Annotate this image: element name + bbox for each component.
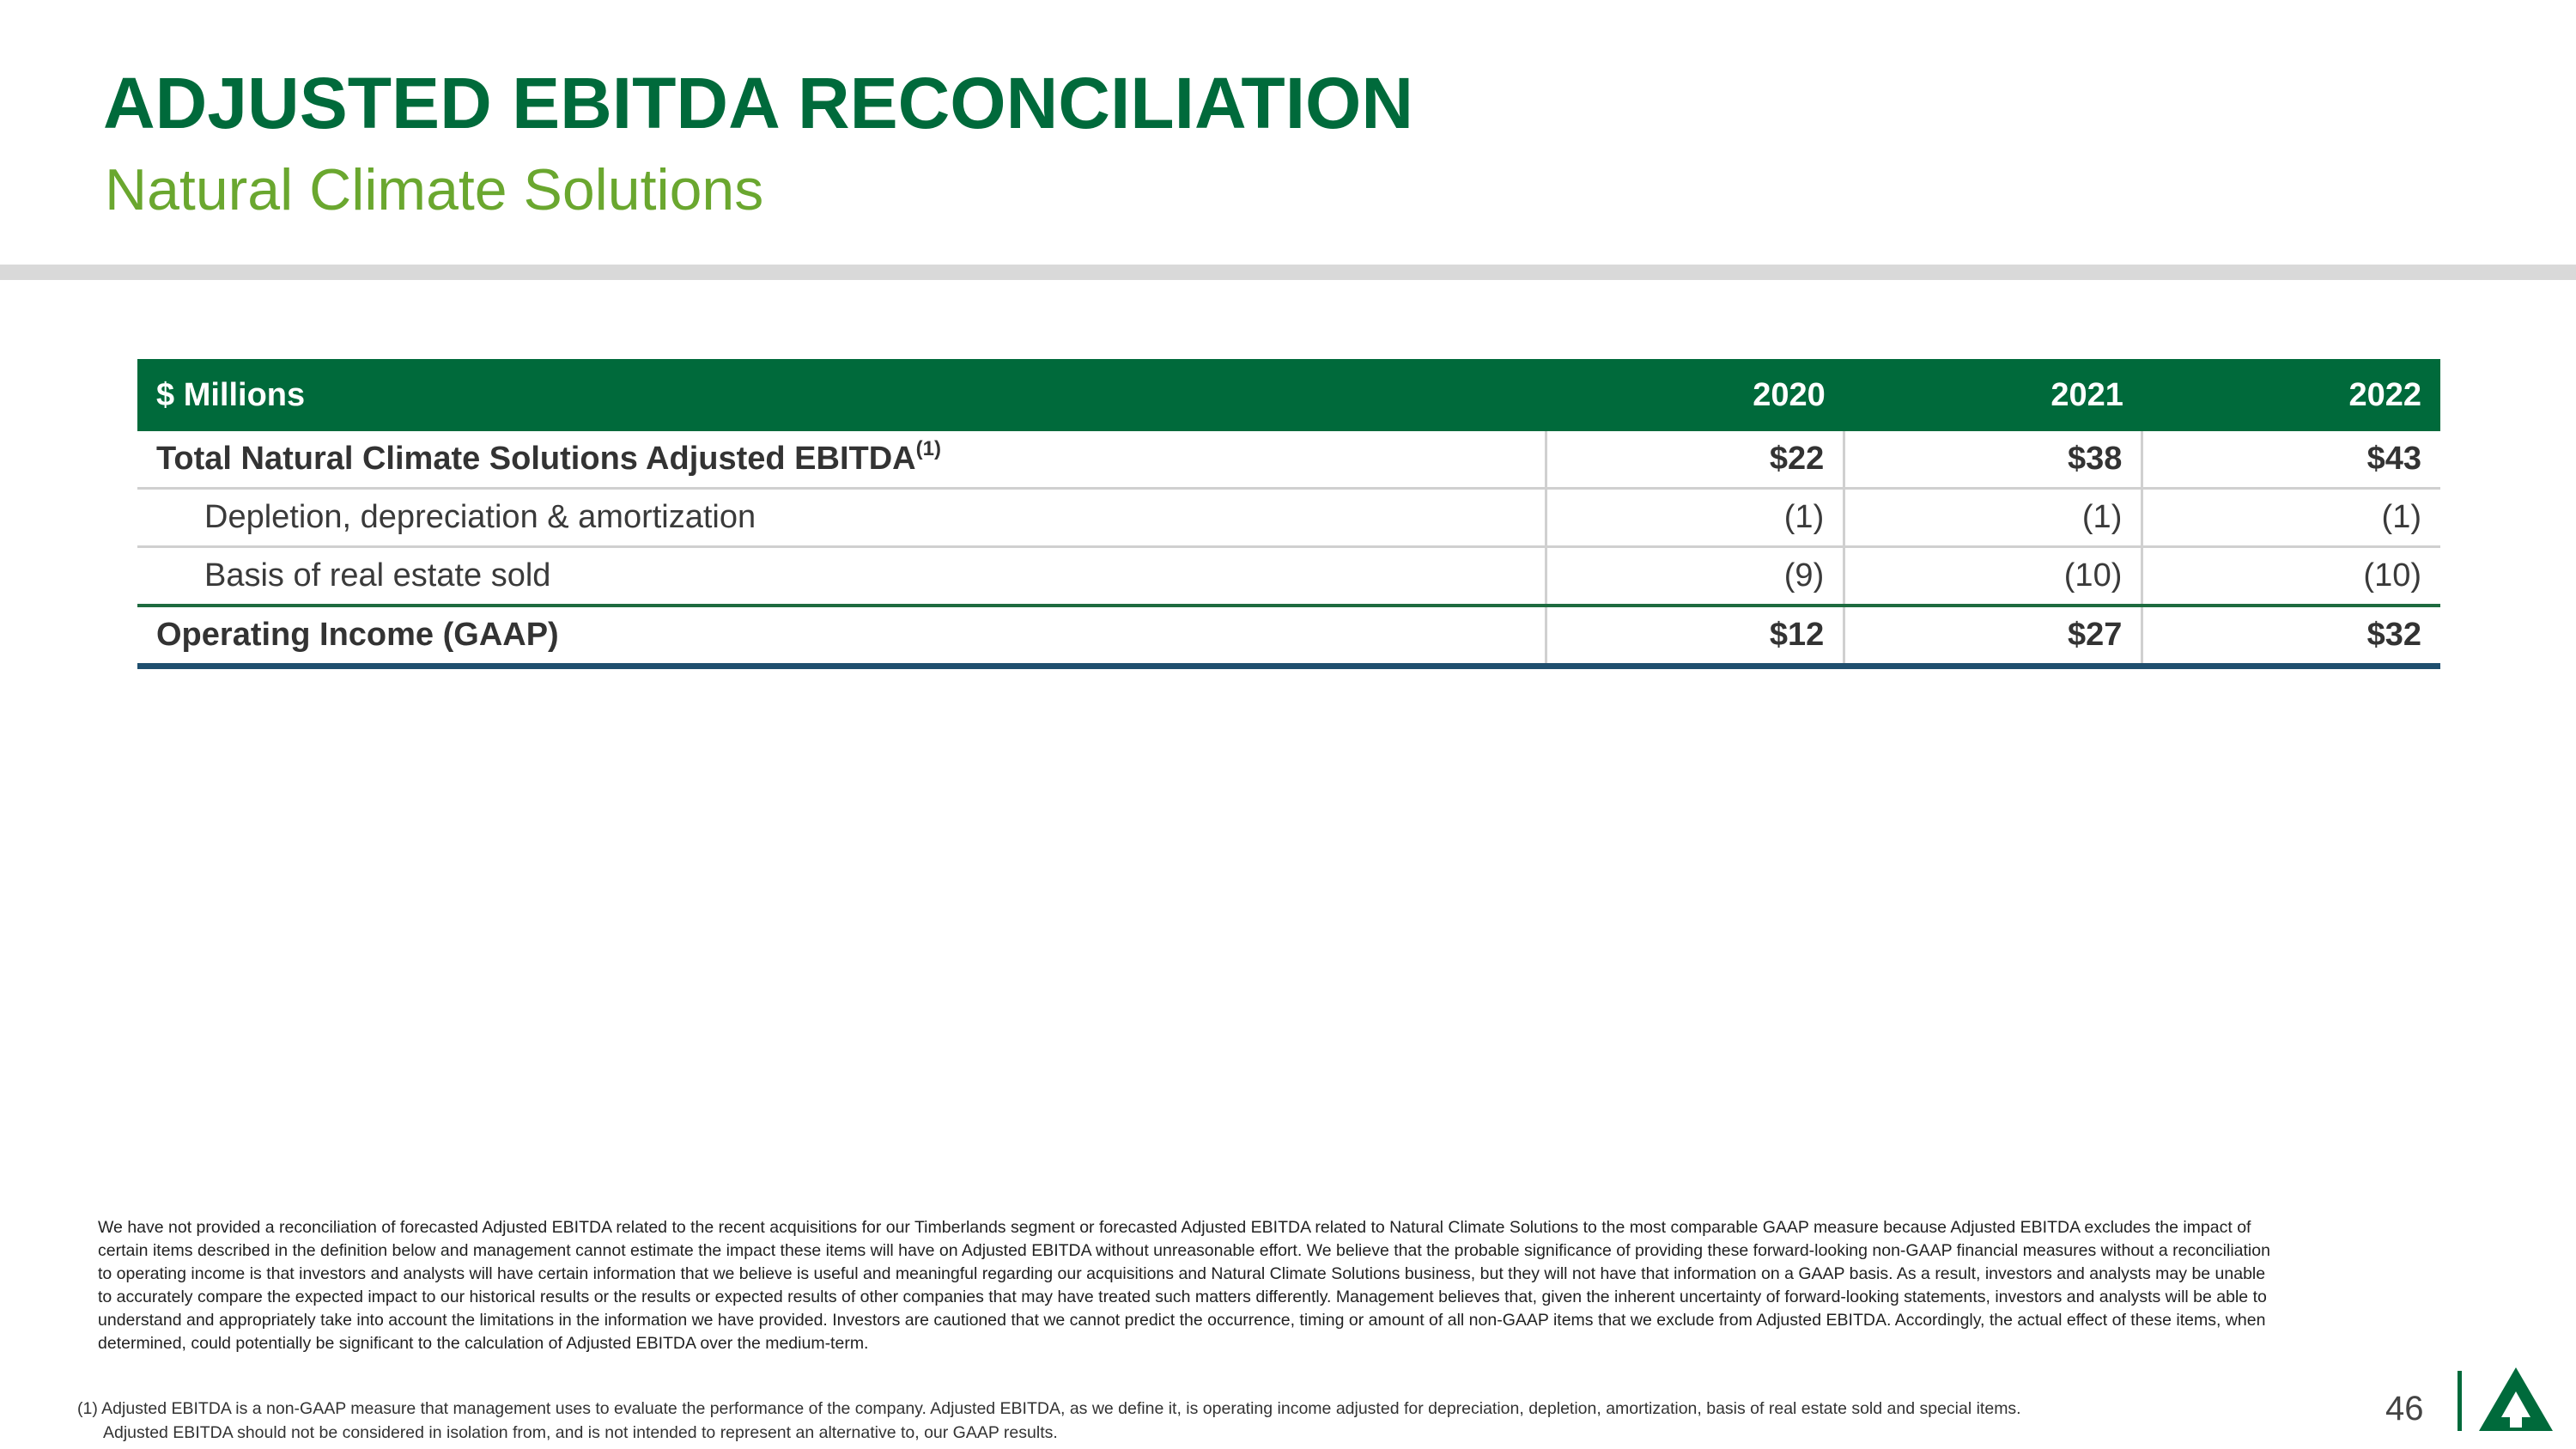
reconciliation-table: [137, 359, 2440, 669]
page-subtitle: Natural Climate Solutions: [105, 157, 764, 222]
header-divider: [0, 265, 2576, 280]
footnote-line: Adjusted EBITDA should not be considered in isolation from, and is not intended to represent an alternative to, our GAAP results.: [103, 1423, 1058, 1442]
row-label: Operating Income (GAAP): [137, 606, 1546, 667]
cell-value: $43: [2142, 431, 2440, 489]
page-number-divider: [2458, 1371, 2462, 1431]
table-total-row: [137, 606, 2440, 667]
column-header-year: 2022: [2142, 359, 2440, 431]
cell-value: (10): [2142, 547, 2440, 606]
column-header-units: $ Millions: [137, 359, 1546, 431]
cell-value: (1): [1844, 489, 2142, 547]
table-row: [137, 547, 2440, 606]
cell-value: $12: [1546, 606, 1844, 667]
tree-logo-icon: [2477, 1366, 2555, 1433]
page-title: ADJUSTED EBITDA RECONCILIATION: [103, 63, 1414, 143]
row-label-text: Total Natural Climate Solutions Adjusted EBITDA: [156, 441, 916, 477]
column-header-year: 2020: [1546, 359, 1844, 431]
row-label: [137, 431, 1546, 489]
column-header-year: 2021: [1844, 359, 2142, 431]
table-row: [137, 431, 2440, 489]
cell-value: $32: [2142, 606, 2440, 667]
cell-value: (1): [2142, 489, 2440, 547]
disclaimer-text: We have not provided a reconciliation of forecasted Adjusted EBITDA related to the recent acquisitions for our Timberlands segment or forecasted Adjusted EBITDA related to Natural Climate Solutions to the most comparable GAAP measure because Adjusted EBITDA excludes the impact of certain items described in the definition below and management cannot estimate the impact these items will have on Adjusted EBITDA without unreasonable effort. We believe that the probable significance of providing these forward-looking non-GAAP financial measures without a reconciliation to operating income is that investors and analysts will have certain information that we believe is useful and meaningful regarding our acquisitions and Natural Climate Solutions business, but they will not have that information on a GAAP basis. As a result, investors and analysts may be unable to accurately compare the expected impact to our historical results or the results or expected results of other companies that may have treated such matters differently. Management believes that, given the inherent uncertainty of forward-looking statements, investors and analysts will be able to understand and appropriately take into account the limitations in the information we have provided. Investors are cautioned that we cannot predict the occurrence, timing or amount of all non-GAAP items that we exclude from Adjusted EBITDA. Accordingly, the actual effect of these items, when determined, could potentially be significant to the calculation of Adjusted EBITDA over the medium-term.: [98, 1218, 2270, 1353]
table-header-row: [137, 359, 2440, 431]
cell-value: $27: [1844, 606, 2142, 667]
cell-value: $38: [1844, 431, 2142, 489]
cell-value: (1): [1546, 489, 1844, 547]
row-label: Basis of real estate sold: [137, 547, 1546, 606]
footnote-marker: (1): [915, 437, 941, 460]
cell-value: (10): [1844, 547, 2142, 606]
table-row: [137, 489, 2440, 547]
footnote: [77, 1397, 2310, 1445]
cell-value: (9): [1546, 547, 1844, 606]
cell-value: $22: [1546, 431, 1844, 489]
footnote-line: (1) Adjusted EBITDA is a non-GAAP measure that management uses to evaluate the performance of the company. Adjusted EBITDA, as we define it, is operating income adjusted for depreciation, depletion, amortization, basis of real estate sold and special items.: [77, 1399, 2021, 1418]
page-number: 46: [2385, 1390, 2424, 1428]
row-label: Depletion, depreciation & amortization: [137, 489, 1546, 547]
